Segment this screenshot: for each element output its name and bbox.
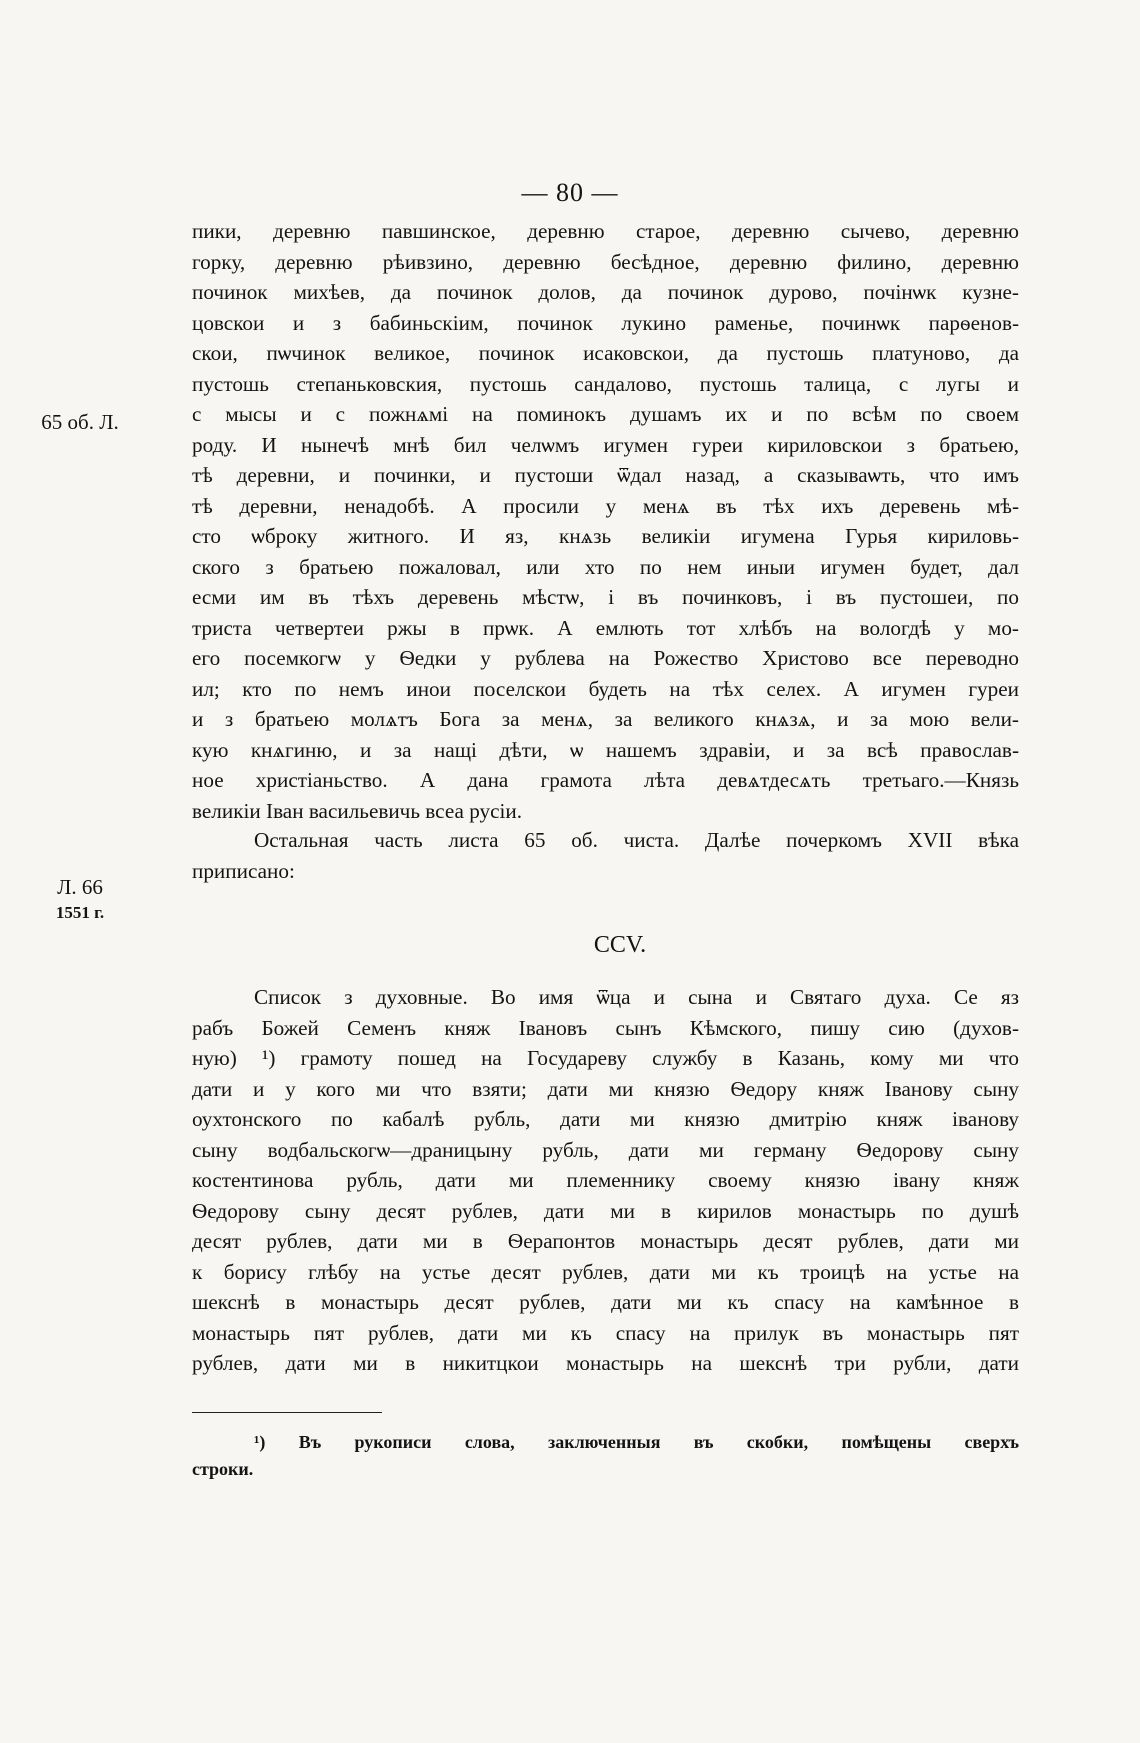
text-line: горку, деревню рѣивзино, деревню бесѣдное, деревню филино, деревню: [192, 249, 1019, 274]
text-line: монастырь пят рублев, дати ми къ спасу на прилук въ монастырь пят: [192, 1320, 1019, 1345]
text-line: шекснѣ в монастырь десят рублев, дати ми къ спасу на камѣнное в: [192, 1290, 1019, 1314]
text-line: тѣ деревни, ненадобѣ. А просили у менѧ въ тѣх ихъ деревень мѣ-: [192, 493, 1019, 518]
text-line: тѣ деревни, и починки, и пустоши ѿдал назад, а сказываѡть, что имъ: [192, 463, 1019, 487]
text-line: ное христіаньство. А дана грамота лѣта девѧтдесѧть третьаго.—Князь: [192, 768, 1019, 792]
text-line: скои, пѡчинок великое, починок исаковскои, да пустошь платуново, да: [192, 341, 1019, 365]
text-line: пустошь степаньковския, пустошь сандалово, пустошь талица, с лугы и: [192, 371, 1019, 396]
text-line: ил; кто по немъ инои поселскои будеть на тѣх селех. А игумен гуреи: [192, 676, 1019, 701]
margin-note-text: 65 об. Л.: [41, 410, 119, 434]
margin-note-year: 1551 г.: [55, 903, 105, 922]
text-line: ского з братьею пожаловал, или хто по нем иныи игумен будет, дал: [192, 554, 1019, 579]
text-line: есми им въ тѣхъ деревень мѣстѡ, і въ починковъ, і въ пустошеи, по: [192, 585, 1019, 609]
footnote: [192, 1429, 1019, 1483]
text-line: починок михѣев, да починок долов, да починок дурово, почінѡк кузне-: [192, 280, 1019, 304]
footnote-line: ¹) Въ рукописи слова, заключенныя въ скобки, помѣщены сверхъ: [254, 1432, 1019, 1452]
text-line: ную) ¹) грамоту пошед на Государеву службу в Казань, кому ми что: [192, 1046, 1019, 1070]
text-line: триста четвертеи ржы в прѡк. А емлють тот хлѣбъ на вологдѣ у мо-: [192, 615, 1019, 640]
text-line: пики, деревню павшинское, деревню старое, деревню сычево, деревню: [192, 219, 1019, 243]
text-line: рублев, дати ми в никитцкои монастырь на шекснѣ три рубли, дати: [192, 1351, 1019, 1375]
text-line: костентинова рубль, дати ми племеннику своему князю івану княж: [192, 1168, 1019, 1192]
text-line: сыну водбальскогѡ—драницыну рубль, дати ми герману Ѳедорову сыну: [192, 1137, 1019, 1162]
section-title: CCV.: [593, 932, 647, 958]
text-line: Ѳедорову сыну десят рублев, дати ми в кирилов монастырь по душѣ: [192, 1198, 1019, 1223]
margin-note-folio-66: [0, 874, 160, 926]
text-line: великіи Іван васильевичь всеа русіи.: [192, 798, 523, 823]
footnote-divider: [192, 1412, 382, 1413]
text-line: дати и у кого ми что взяти; дати ми князю Ѳедору княж Іванову сыну: [192, 1076, 1019, 1101]
text-line: кую кнѧгиню, и за нащі дѣти, ѡ нашемъ здравіи, и за всѣ православ-: [192, 737, 1019, 762]
text-line: и з братьею молѧтъ Бога за менѧ, за великого кнѧзѧ, и за мою вели-: [192, 707, 1019, 731]
text-line: с мысы и с пожнѧмі на поминокъ душамъ их и по всѣм по своем: [192, 402, 1019, 426]
text-line: его посемкогѡ у Ѳедки у рублева на Рожество Христово все переводно: [192, 646, 1019, 670]
text-line: оухтонского по кабалѣ рубль, дати ми князю дмитрію княж іванову: [192, 1107, 1019, 1131]
text-block-editorial-note: [192, 825, 1019, 886]
margin-note-folio: Л. 66: [57, 875, 103, 899]
text-line: приписано:: [192, 858, 295, 883]
text-line: Список з духовные. Во имя ѿца и сына и Святаго духа. Се яз: [254, 985, 1019, 1009]
text-line: рабъ Божей Семенъ княж Івановъ сынъ Кѣмского, пишу сию (духов-: [192, 1015, 1019, 1040]
margin-note-folio-65: [0, 409, 160, 435]
text-line: десят рублев, дати ми в Ѳерапонтов монастырь десят рублев, дати ми: [192, 1229, 1019, 1253]
page-number: — 80 —: [521, 178, 619, 207]
footnote-line: строки.: [192, 1459, 254, 1479]
text-line: роду. И нынечѣ мнѣ бил челѡмъ игумен гуреи кириловскои з братьею,: [192, 432, 1019, 457]
text-block-charter: [192, 216, 1019, 826]
text-block-testament: [192, 982, 1019, 1379]
text-line: к борису глѣбу на устье десят рублев, дати ми къ троицѣ на устье на: [192, 1259, 1019, 1284]
text-line: Остальная часть листа 65 об. чиста. Далѣе почеркомъ XVII вѣка: [254, 828, 1019, 852]
text-line: сто ѡброку житного. И яз, кнѧзь великіи игумена Гурья кириловь-: [192, 524, 1019, 548]
text-line: цовскои и з бабиньскіим, починок лукино раменье, починѡк парѳенов-: [192, 310, 1019, 335]
